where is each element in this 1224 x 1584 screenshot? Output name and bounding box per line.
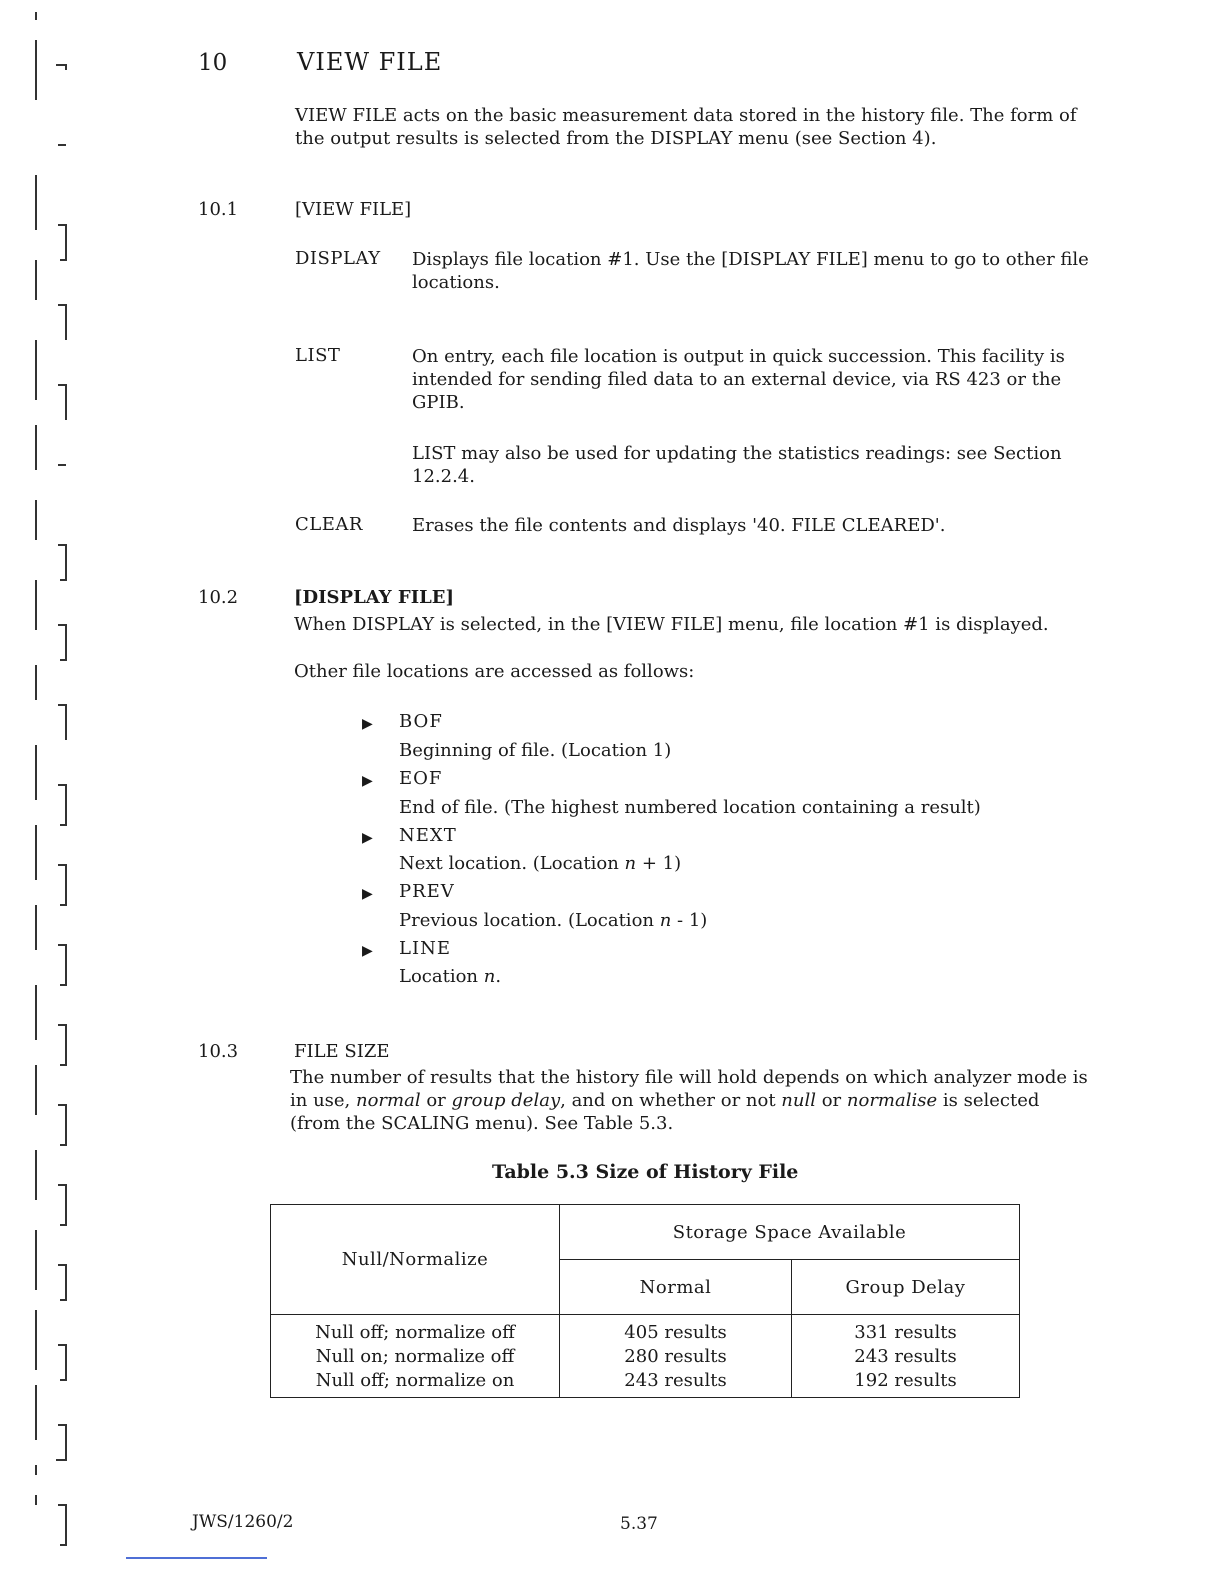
scan-blue-line [126,1557,267,1559]
term-display: DISPLAY [295,248,381,269]
table-row [271,1315,1020,1398]
definition-list: On entry, each file location is output in quick succession. This facility is intended for sending filed data to an external device, via RS 423 or the GPIB. [412,346,1065,413]
bullet-arrow-icon: ▶ [362,773,373,789]
col-header-null-normalize: Null/Normalize [271,1205,560,1315]
section-number: 10 [198,50,228,76]
footer-page-number: 5.37 [620,1514,658,1534]
bullet-term-prev: PREV [399,881,455,902]
bullet-term-next: NEXT [399,825,457,846]
subsection-number-10-1: 10.1 [198,199,239,220]
col-header-normal: Normal [560,1260,792,1315]
bullet-term-eof: EOF [399,768,443,789]
bullet-arrow-icon: ▶ [362,886,373,902]
section-title: VIEW FILE [297,48,443,76]
bullet-arrow-icon: ▶ [362,830,373,846]
col-header-group-delay: Group Delay [792,1260,1020,1315]
term-clear: CLEAR [295,514,363,535]
footer-document-id: JWS/1260/2 [192,1512,294,1532]
definition-clear: Erases the file contents and displays '40. FILE CLEARED'. [412,515,946,536]
subsection-number-10-3: 10.3 [198,1041,239,1062]
bullet-desc-line: Location n. [399,966,502,987]
bullet-arrow-icon: ▶ [362,943,373,959]
history-file-table [270,1204,1020,1398]
group-header-storage: Storage Space Available [560,1205,1020,1260]
bullet-term-bof: BOF [399,711,443,732]
table-cell-settings: Null off; normalize off Null on; normalize off Null off; normalize on [271,1315,560,1398]
intro-paragraph: VIEW FILE acts on the basic measurement data stored in the history file. The form of the output results is selected from the DISPLAY menu (see Section 4). [295,105,1077,149]
bullet-desc-bof: Beginning of file. (Location 1) [399,740,672,761]
term-list: LIST [295,345,341,366]
bullet-term-line: LINE [399,938,451,959]
subsection-title-file-size: FILE SIZE [294,1041,390,1062]
bullet-desc-eof: End of file. (The highest numbered location containing a result) [399,797,981,818]
access-intro: Other file locations are accessed as follows: [294,661,695,682]
subsection-title-display-file: [DISPLAY FILE] [294,587,455,608]
file-size-paragraph: The number of results that the history file will hold depends on which analyzer mode is in use, normal or group delay, and on whether or not null or normalise is selected (from the SCALING menu). See Table 5.3. [290,1067,1088,1134]
definition-list-note: LIST may also be used for updating the statistics readings: see Section 12.2.4. [412,443,1062,487]
bullet-arrow-icon: ▶ [362,716,373,732]
display-file-paragraph: When DISPLAY is selected, in the [VIEW FILE] menu, file location #1 is displayed. [294,614,1049,635]
subsection-number-10-2: 10.2 [198,587,239,608]
subsection-title-view-file: [VIEW FILE] [295,199,412,220]
definition-display: Displays file location #1. Use the [DISPLAY FILE] menu to go to other file locations. [412,249,1089,293]
bullet-desc-next: Next location. (Location n + 1) [399,853,682,874]
table-cell-group-delay: 331 results 243 results 192 results [792,1315,1020,1398]
table-cell-normal: 405 results 280 results 243 results [560,1315,792,1398]
bullet-desc-prev: Previous location. (Location n - 1) [399,910,708,931]
binder-edge-marks [28,0,78,1584]
table-caption: Table 5.3 Size of History File [492,1161,799,1183]
